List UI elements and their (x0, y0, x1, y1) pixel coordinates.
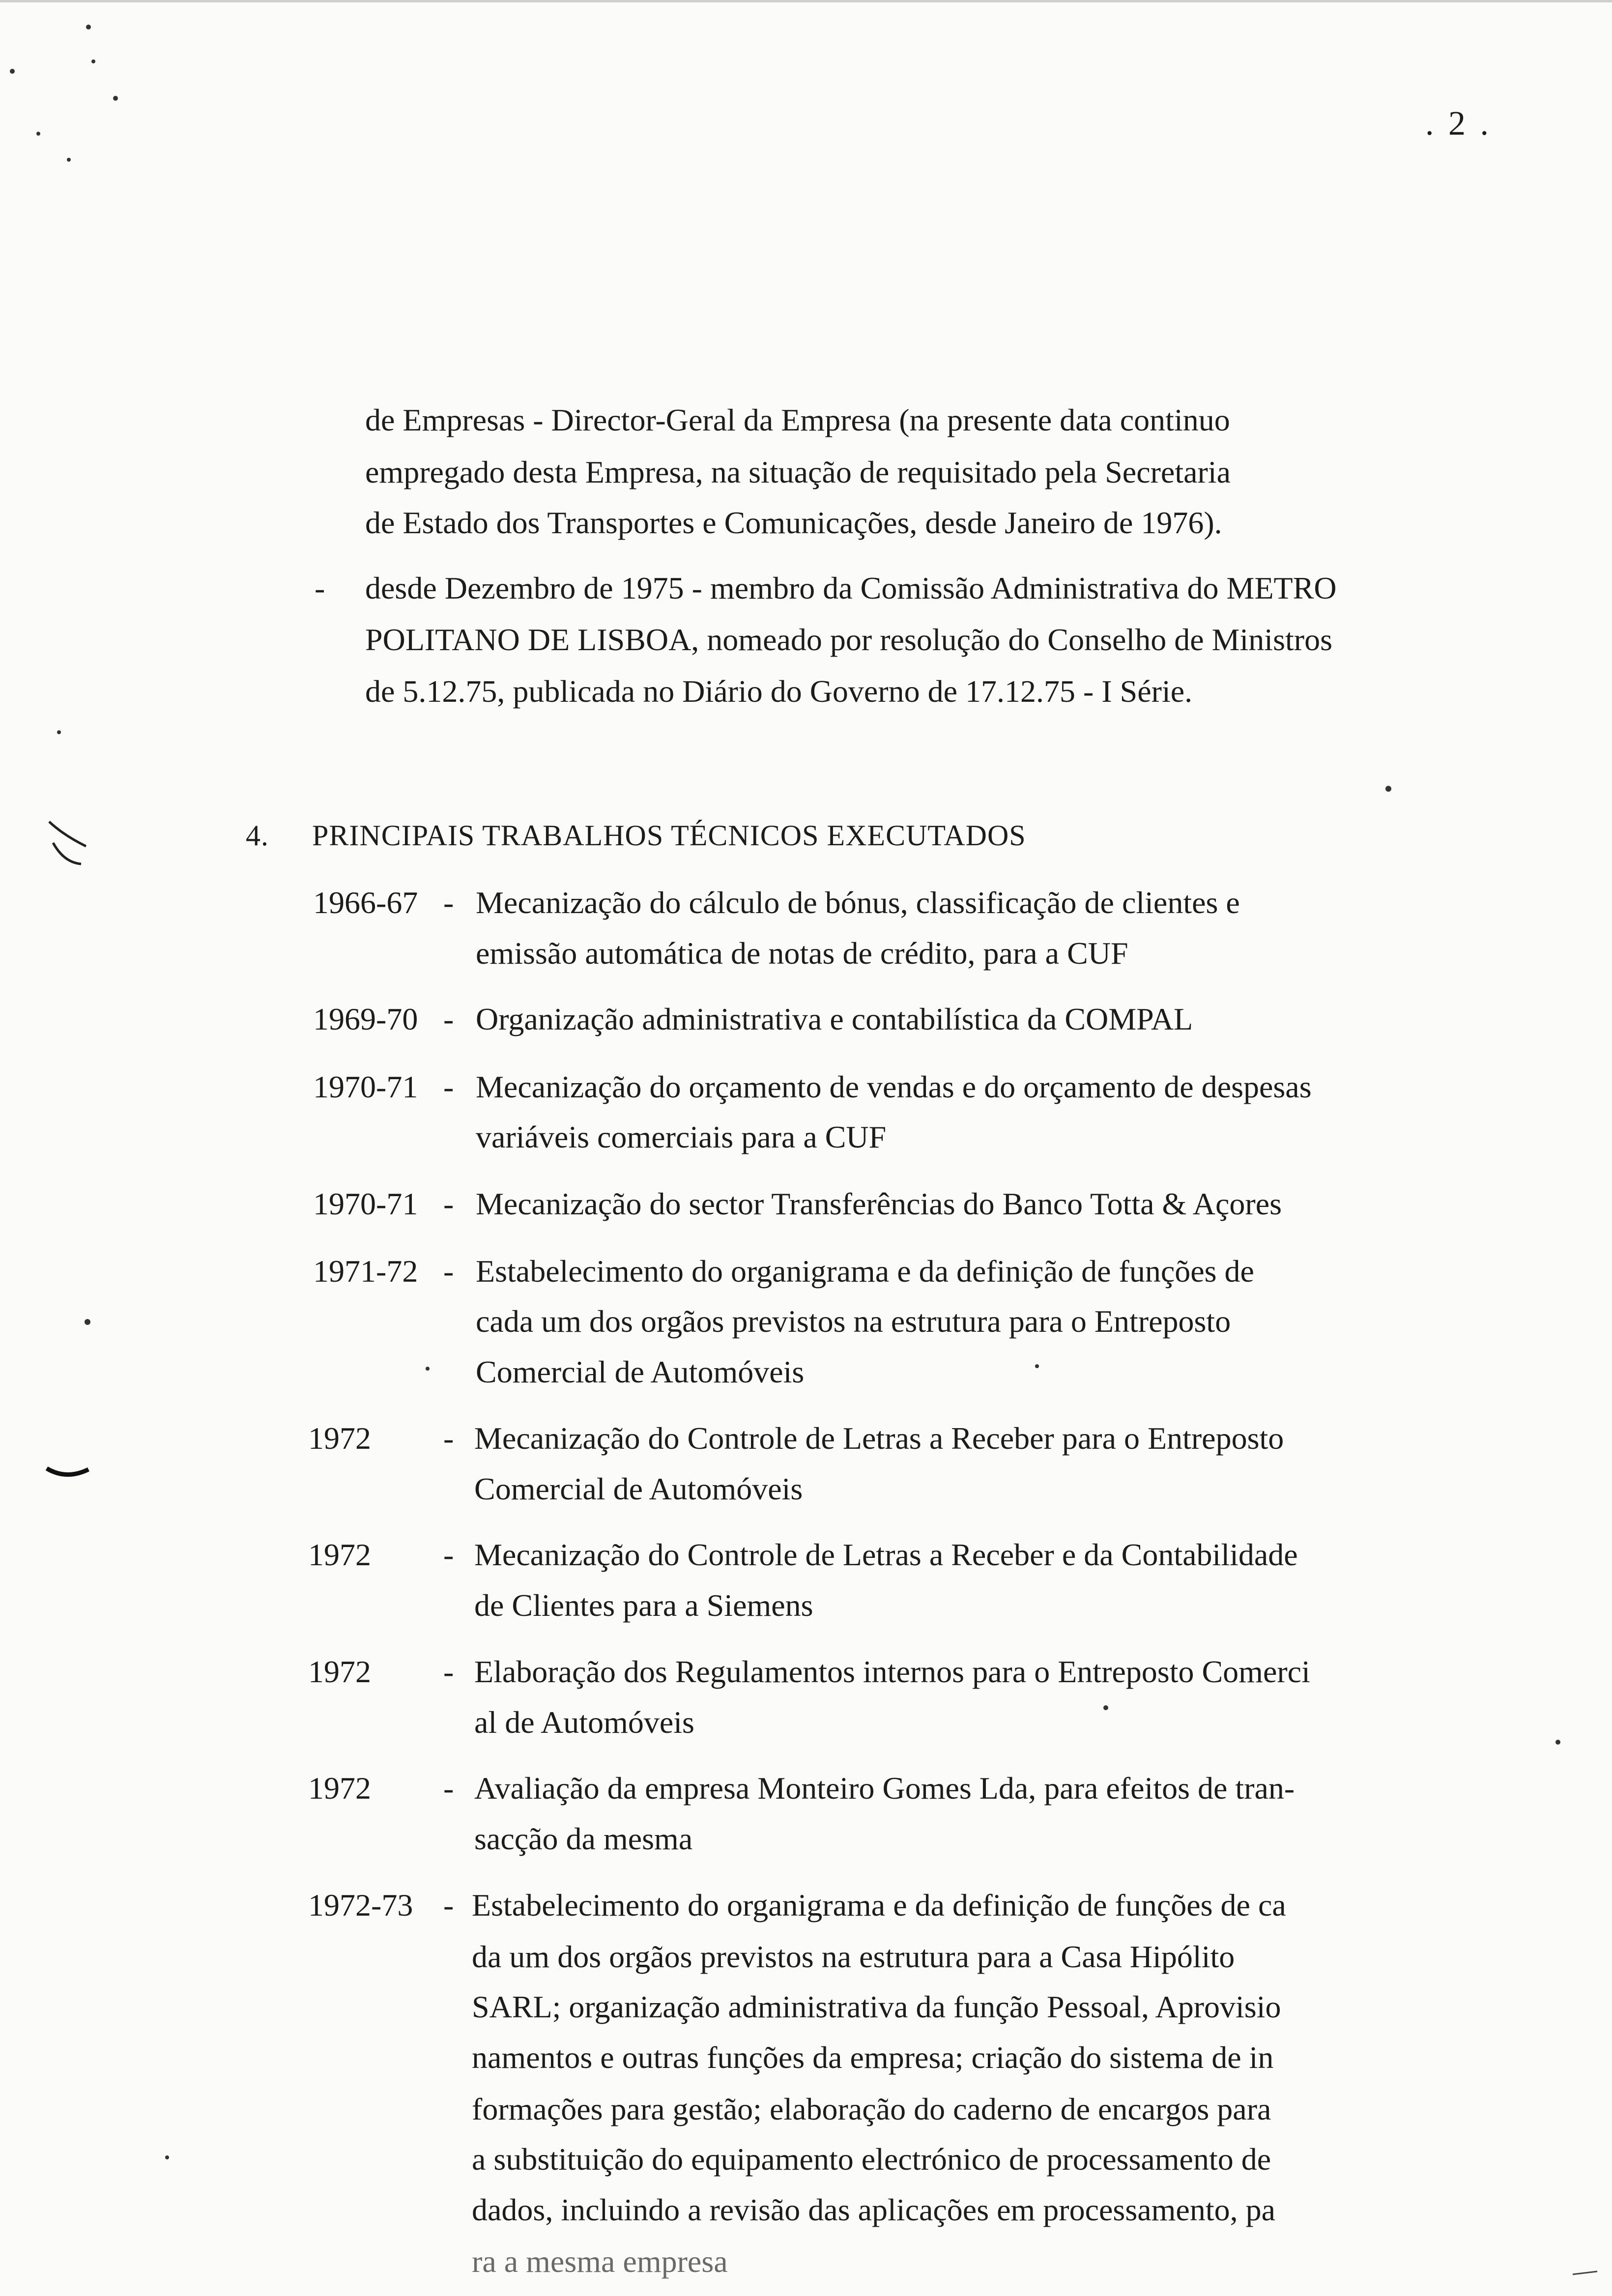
entry-year: 1969-70 (313, 1002, 418, 1036)
bullet-dash: - (315, 571, 325, 605)
entry-dash: - (443, 885, 454, 920)
entry-line: Mecanização do cálculo de bónus, classificação de clientes e (476, 885, 1240, 920)
entry-line: SARL; organização administrativa da função Pessoal, Aprovisio (472, 1989, 1281, 2024)
entry-line: Mecanização do Controle de Letras a Receber e da Contabilidade (474, 1537, 1298, 1572)
entry-year: 1970-71 (313, 1186, 418, 1221)
entry-line: Avaliação da empresa Monteiro Gomes Lda, para efeitos de tran- (474, 1771, 1295, 1806)
section-title: PRINCIPAIS TRABALHOS TÉCNICOS EXECUTADOS (312, 819, 1026, 852)
entry-year: 1972 (308, 1537, 371, 1572)
entry-line: al de Automóveis (474, 1705, 694, 1740)
intro-line: de Estado dos Transportes e Comunicações, desde Janeiro de 1976). (365, 505, 1222, 540)
entry-line: de Clientes para a Siemens (474, 1588, 813, 1623)
entry-line: Mecanização do Controle de Letras a Receber para o Entreposto (474, 1421, 1284, 1456)
entry-line: ra a mesma empresa (472, 2244, 728, 2279)
entry-dash: - (443, 1254, 454, 1289)
entry-line: Comercial de Automóveis (474, 1471, 803, 1506)
entry-line: Estabelecimento do organigrama e da definição de funções de (476, 1254, 1254, 1289)
entry-year: 1972 (308, 1654, 371, 1689)
entry-dash: - (443, 1888, 454, 1923)
intro-line: de Empresas - Director-Geral da Empresa (na presente data continuo (365, 402, 1230, 437)
entry-line: cada um dos orgãos previstos na estrutura para o Entreposto (476, 1304, 1231, 1339)
intro-line: empregado desta Empresa, na situação de requisitado pela Secretaria (365, 455, 1231, 489)
entry-dash: - (443, 1069, 454, 1104)
section-number: 4. (246, 819, 269, 852)
entry-line: Estabelecimento do organigrama e da definição de funções de ca (472, 1888, 1286, 1923)
entry-line: sacção da mesma (474, 1821, 693, 1856)
entry-dash: - (443, 1537, 454, 1572)
entry-year: 1972 (308, 1771, 371, 1806)
entry-line: Comercial de Automóveis (476, 1354, 805, 1389)
bullet-line: POLITANO DE LISBOA, nomeado por resolução do Conselho de Ministros (365, 622, 1332, 657)
entry-year: 1971-72 (313, 1254, 418, 1289)
entry-line: dados, incluindo a revisão das aplicações em processamento, pa (472, 2192, 1275, 2227)
entry-dash: - (443, 1654, 454, 1689)
entry-line: emissão automática de notas de crédito, para a CUF (476, 936, 1128, 971)
entry-dash: - (443, 1421, 454, 1456)
entry-dash: - (443, 1002, 454, 1036)
entry-line: Elaboração dos Regulamentos internos para o Entreposto Comerci (474, 1654, 1310, 1689)
entry-year: 1966-67 (313, 885, 418, 920)
entry-year: 1972-73 (308, 1888, 413, 1923)
entry-line: da um dos orgãos previstos na estrutura para a Casa Hipólito (472, 1939, 1235, 1974)
entry-line: variáveis comerciais para a CUF (476, 1119, 887, 1154)
page-number: . 2 . (1425, 105, 1492, 143)
bullet-line: de 5.12.75, publicada no Diário do Governo de 17.12.75 - I Série. (365, 674, 1193, 709)
entry-line: formações para gestão; elaboração do caderno de encargos para (472, 2092, 1271, 2126)
entry-year: 1970-71 (313, 1069, 418, 1104)
entry-line: namentos e outras funções da empresa; criação do sistema de in (472, 2040, 1274, 2075)
entry-line: Mecanização do sector Transferências do Banco Totta & Açores (476, 1186, 1282, 1221)
bullet-line: desde Dezembro de 1975 - membro da Comissão Administrativa do METRO (365, 571, 1337, 605)
entry-line: Mecanização do orçamento de vendas e do orçamento de despesas (476, 1069, 1312, 1104)
entry-dash: - (443, 1771, 454, 1806)
entry-line: a substituição do equipamento electrónico de processamento de (472, 2142, 1271, 2177)
entry-line: Organização administrativa e contabilística da COMPAL (476, 1002, 1193, 1036)
entry-year: 1972 (308, 1421, 371, 1456)
entry-dash: - (443, 1186, 454, 1221)
